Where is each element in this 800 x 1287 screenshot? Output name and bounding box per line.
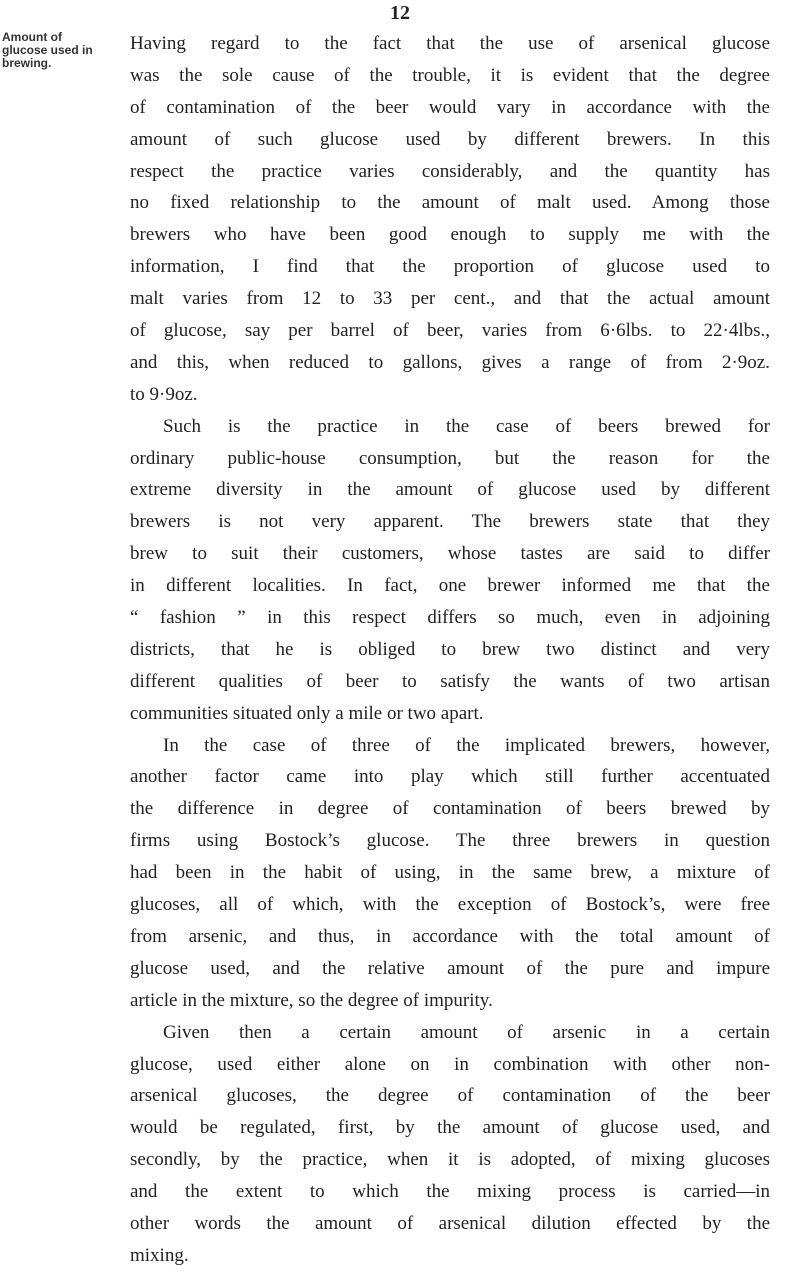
text-line: arsenical glucoses, the degree of contamination of the beer [130, 1085, 770, 1107]
text-line: article in the mixture, so the degree of impurity. [130, 989, 493, 1011]
text-line: firms using Bostock’s glucose. The three brewers in question [130, 830, 770, 852]
paragraph [130, 730, 770, 1017]
text-line: secondly, by the practice, when it is adopted, of mixing glucoses [130, 1149, 770, 1171]
body-text [130, 28, 770, 1272]
text-line: of glucose, say per barrel of beer, varies from 6·6lbs. to 22·4lbs., [130, 320, 770, 342]
text-line: was the sole cause of the trouble, it is evident that the degree [130, 64, 770, 86]
text-line: respect the practice varies considerably, and the quantity has [130, 160, 770, 182]
text-line: had been in the habit of using, in the same brew, a mixture of [130, 862, 770, 884]
text-line: In the case of three of the implicated brewers, however, [163, 734, 770, 756]
text-line: no fixed relationship to the amount of malt used. Among those [130, 192, 770, 214]
text-line: other words the amount of arsenical dilution effected by the [130, 1212, 770, 1234]
text-line: of contamination of the beer would vary in accordance with the [130, 96, 770, 118]
text-line: information, I find that the proportion of glucose used to [130, 256, 770, 278]
text-line: and this, when reduced to gallons, gives a range of from 2·9oz. [130, 351, 770, 373]
text-line: communities situated only a mile or two apart. [130, 702, 484, 724]
text-line: Having regard to the fact that the use of arsenical glucose [130, 33, 770, 54]
text-line: would be regulated, first, by the amount of glucose used, and [130, 1117, 770, 1139]
text-line: Given then a certain amount of arsenic in a certain [163, 1021, 770, 1043]
text-line: glucose, used either alone on in combination with other non- [130, 1053, 770, 1075]
text-line: glucoses, all of which, with the exception of Bostock’s, were free [130, 894, 770, 916]
text-line: the difference in degree of contamination of beers brewed by [130, 798, 770, 820]
text-line: ordinary public-house consumption, but the reason for the [130, 447, 770, 469]
page-number: 12 [390, 2, 410, 24]
text-line: from arsenic, and thus, in accordance with the total amount of [130, 925, 770, 947]
text-line: Such is the practice in the case of beers brewed for [163, 415, 770, 437]
margin-note-line: Amount of [2, 30, 62, 44]
text-line: brew to suit their customers, whose tastes are said to differ [130, 543, 770, 565]
text-line: and the extent to which the mixing process is carried—in [130, 1181, 770, 1203]
text-line: malt varies from 12 to 33 per cent., and that the actual amount [130, 288, 770, 310]
text-line: another factor came into play which still further accentuated [130, 766, 770, 788]
margin-note-line: brewing. [2, 56, 52, 70]
paragraph [130, 1017, 770, 1272]
text-line: districts, that he is obliged to brew two distinct and very [130, 638, 770, 660]
text-line: “ fashion ” in this respect differs so much, even in adjoining [130, 607, 770, 629]
paragraph [130, 28, 770, 411]
text-line: different qualities of beer to satisfy the wants of two artisan [130, 670, 770, 692]
text-line: brewers is not very apparent. The brewers state that they [130, 511, 770, 533]
text-line: to 9·9oz. [130, 383, 198, 405]
text-line: mixing. [130, 1244, 189, 1266]
text-line: in different localities. In fact, one brewer informed me that the [130, 575, 770, 597]
text-line: extreme diversity in the amount of glucose used by different [130, 479, 770, 501]
text-line: brewers who have been good enough to supply me with the [130, 224, 770, 246]
margin-note [2, 31, 122, 70]
text-line: glucose used, and the relative amount of the pure and impure [130, 957, 770, 979]
margin-note-line: glucose used in [2, 43, 93, 57]
text-line: amount of such glucose used by different brewers. In this [130, 128, 770, 150]
paragraph [130, 411, 770, 730]
